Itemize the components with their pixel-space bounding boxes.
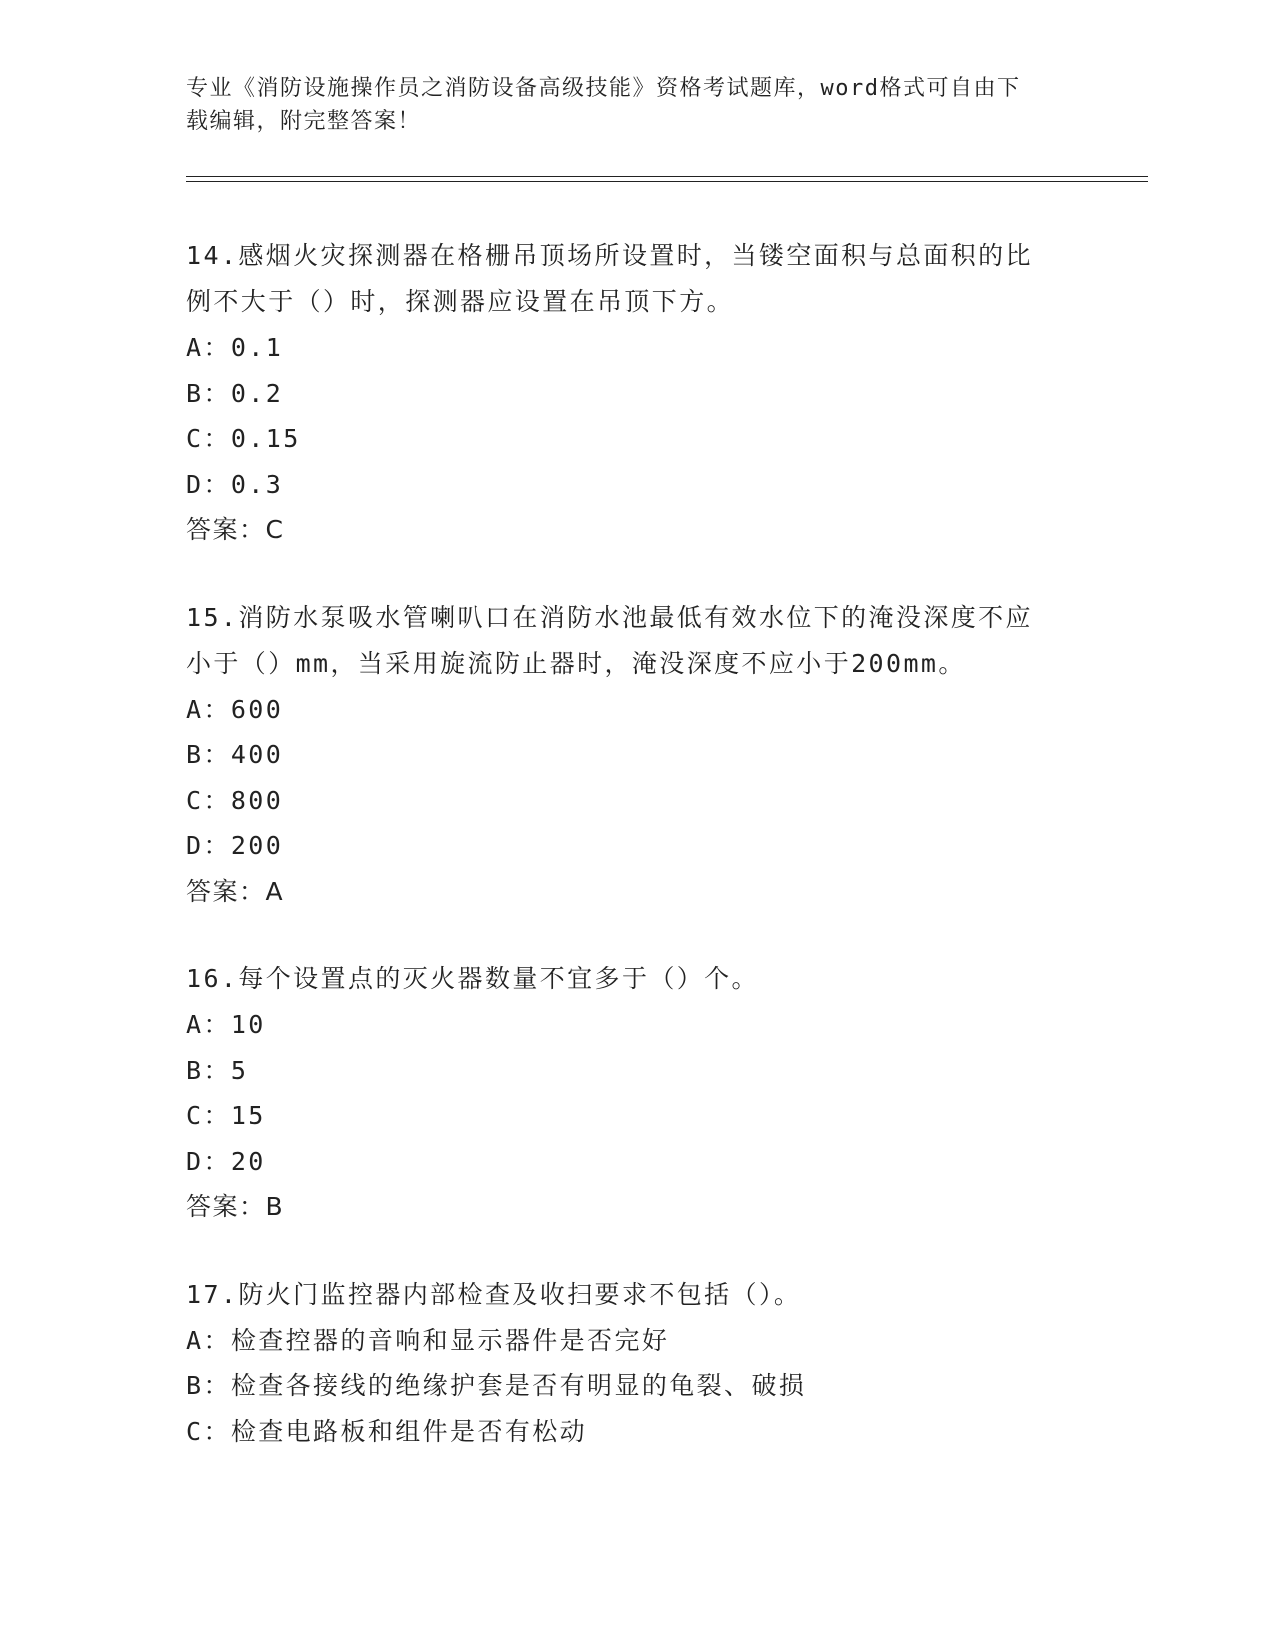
question-stem: 15.消防水泵吸水管喇叭口在消防水池最低有效水位下的淹没深度不应 bbox=[186, 602, 1033, 632]
header-line-1: 专业《消防设施操作员之消防设备高级技能》资格考试题库，word格式可自由下 bbox=[186, 76, 1021, 101]
option-a: A：检查控器的音响和显示器件是否完好 bbox=[186, 1325, 670, 1355]
option-b: B：检查各接线的绝缘护套是否有明显的龟裂、破损 bbox=[186, 1371, 807, 1400]
question-14 bbox=[186, 233, 1086, 553]
option-c: C：检查电路板和组件是否有松动 bbox=[186, 1416, 588, 1446]
option-b: B：5 bbox=[186, 1055, 249, 1085]
answer: 答案：B bbox=[186, 1192, 285, 1221]
question-16 bbox=[186, 956, 1086, 1230]
option-a: A：0.1 bbox=[186, 333, 284, 362]
question-stem: 例不大于（）时，探测器应设置在吊顶下方。 bbox=[186, 287, 735, 316]
option-c: C：0.15 bbox=[186, 424, 301, 453]
option-c: C：15 bbox=[186, 1101, 266, 1130]
document-header bbox=[186, 72, 1066, 138]
question-stem: 16.每个设置点的灭火器数量不宜多于（）个。 bbox=[186, 964, 759, 993]
answer: 答案：A bbox=[186, 876, 285, 906]
header-divider-bottom bbox=[186, 181, 1148, 182]
option-d: D：20 bbox=[186, 1146, 266, 1176]
header-line-2: 载编辑，附完整答案！ bbox=[186, 109, 422, 134]
option-a: A：10 bbox=[186, 1010, 266, 1039]
question-stem: 小于（）mm，当采用旋流防止器时，淹没深度不应小于200mm。 bbox=[186, 648, 966, 678]
option-c: C：800 bbox=[186, 785, 284, 815]
question-list bbox=[186, 233, 1086, 1496]
question-17 bbox=[186, 1272, 1086, 1455]
option-d: D：0.3 bbox=[186, 469, 284, 499]
option-b: B：0.2 bbox=[186, 378, 284, 408]
option-d: D：200 bbox=[186, 831, 284, 860]
answer: 答案：C bbox=[186, 515, 285, 544]
question-stem: 14.感烟火灾探测器在格栅吊顶场所设置时，当镂空面积与总面积的比 bbox=[186, 241, 1033, 270]
question-stem: 17.防火门监控器内部检查及收扫要求不包括（）。 bbox=[186, 1279, 802, 1309]
header-divider-top bbox=[186, 176, 1148, 177]
option-b: B：400 bbox=[186, 740, 284, 769]
option-a: A：600 bbox=[186, 694, 284, 724]
question-15 bbox=[186, 595, 1086, 915]
